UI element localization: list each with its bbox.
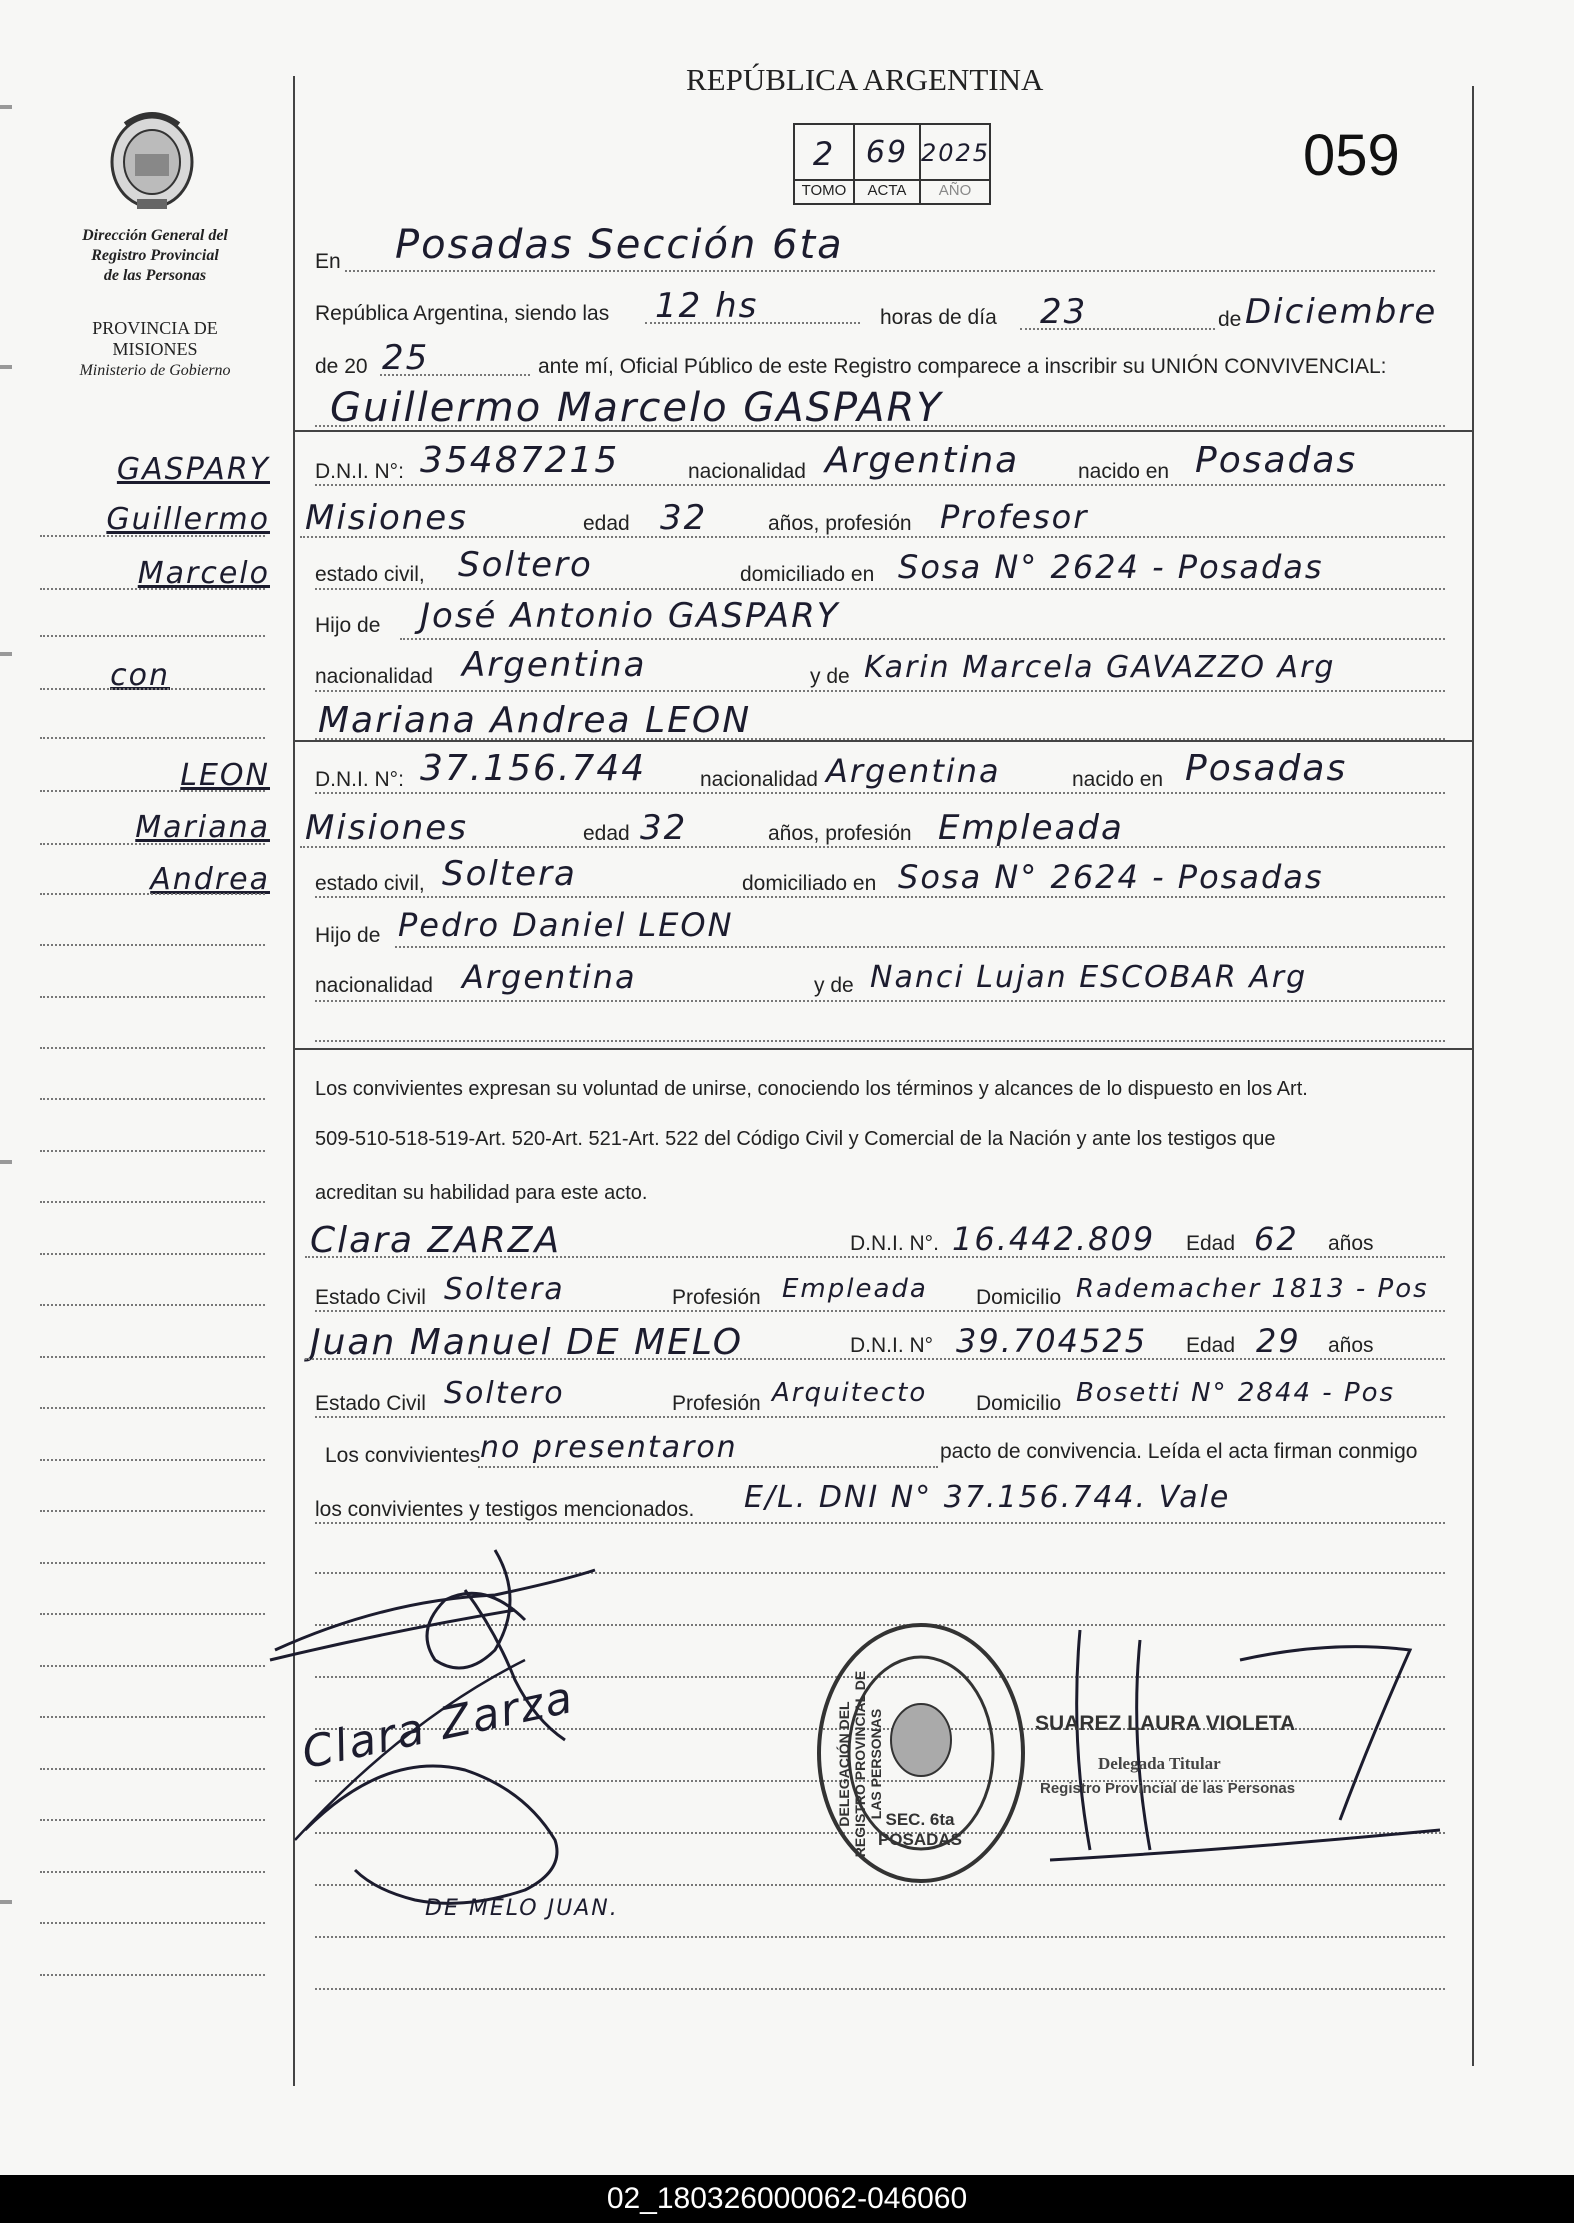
p1-born-value: Posadas (1195, 440, 1358, 481)
sidebar-middlename-1: Marcelo (137, 556, 270, 591)
sidebar-line (40, 535, 265, 537)
declaration-line: Los convivientes expresan su voluntad de unirse, conociendo los términos y alcances de lo dispuesto en los Art. (315, 1078, 1308, 1100)
w1-civil-label: Estado Civil (315, 1286, 426, 1309)
w2-civil-label: Estado Civil (315, 1392, 426, 1415)
sidebar-firstname-1: Guillermo (106, 502, 270, 537)
stamp-ring-text: DELEGACIÓN DEL REGISTRO PROVINCIAL DE LAS PERSONAS (836, 1670, 884, 1858)
de-label: de (1218, 308, 1242, 331)
witness1-name: Clara ZARZA (310, 1220, 562, 1261)
person2-fullname: Mariana Andrea LEON (318, 700, 752, 741)
sidebar-line (40, 1562, 265, 1564)
p1-age-label: edad (583, 512, 630, 535)
p1-civil-label: estado civil, (315, 563, 425, 586)
w1-age-value: 62 (1254, 1220, 1299, 1258)
w1-address-value: Rademacher 1813 - Pos (1076, 1274, 1429, 1304)
sidebar-line (40, 1819, 265, 1821)
pact-label: pacto de convivencia. Leída el acta firman conmigo (940, 1440, 1418, 1463)
p2-father-nat-value: Argentina (462, 958, 637, 996)
ministry-label: Ministerio de Gobierno (79, 362, 231, 379)
official-title: Delegada Titular (1098, 1754, 1221, 1773)
p1-address-label: domiciliado en (740, 563, 875, 586)
acta-value: 69 (865, 135, 909, 170)
p1-father-nat-value: Argentina (462, 645, 647, 685)
witness1-signature: Clara Zarza (297, 1671, 579, 1780)
convivientes-label: Los convivientes (325, 1444, 481, 1467)
p2-dni-value: 37.156.744 (420, 748, 647, 789)
p2-father-nat-label: nacionalidad (315, 974, 433, 997)
official-org: Registro Provincial de las Personas (1040, 1780, 1296, 1797)
w1-civil-value: Soltera (444, 1272, 565, 1307)
sidebar-line (40, 1459, 265, 1461)
w2-age-value: 29 (1256, 1322, 1301, 1360)
p2-dni-label: D.N.I. N°: (315, 768, 404, 791)
year-value: 25 (382, 338, 430, 378)
w1-address-label: Domicilio (976, 1286, 1062, 1309)
year-prefix-label: de 20 (315, 355, 368, 378)
institution-line: Dirección General del (82, 227, 228, 244)
sidebar-line (40, 1922, 265, 1924)
sidebar-line (40, 790, 265, 792)
p1-civil-value: Soltero (458, 545, 593, 585)
sidebar-line (40, 1665, 265, 1667)
p2-father-value: Pedro Daniel LEON (398, 906, 734, 944)
sidebar-line (40, 1253, 265, 1255)
p1-mother-label: y de (810, 665, 850, 688)
sidebar-line (40, 688, 265, 690)
place-value: Posadas Sección 6ta (395, 222, 844, 268)
institution-line: Registro Provincial (91, 247, 219, 264)
p2-profession-value: Empleada (938, 808, 1124, 848)
p1-father-value: José Antonio GASPARY (420, 596, 840, 636)
tomo-label: TOMO (801, 182, 847, 199)
binding-mark (0, 105, 12, 109)
w1-years-label: años (1328, 1232, 1374, 1255)
sidebar-line (40, 1407, 265, 1409)
country-title: REPÚBLICA ARGENTINA (686, 62, 1044, 97)
p1-born-label: nacido en (1078, 460, 1170, 483)
month-value: Diciembre (1245, 292, 1438, 332)
province-label: MISIONES (112, 339, 198, 359)
registry-box (793, 123, 991, 205)
sidebar-line (40, 843, 265, 845)
province-label: PROVINCIA DE (92, 318, 218, 338)
binding-mark (0, 652, 12, 656)
w2-address-value: Bosetti N° 2844 - Pos (1076, 1378, 1396, 1408)
sidebar-line (40, 1150, 265, 1152)
p1-born2-value: Misiones (305, 498, 468, 538)
official-signature-icon (1030, 1620, 1450, 1880)
w2-address-label: Domicilio (976, 1392, 1062, 1415)
p2-mother-value: Nanci Lujan ESCOBAR Arg (870, 960, 1308, 995)
page-number: 059 (1303, 123, 1400, 188)
w1-dni-value: 16.442.809 (952, 1220, 1156, 1258)
hours-label: horas de día (880, 306, 997, 329)
p2-address-value: Sosa N° 2624 - Posadas (898, 858, 1324, 896)
p1-nationality-label: nacionalidad (688, 460, 806, 483)
day-value: 23 (1040, 292, 1088, 332)
sidebar-line (40, 635, 265, 637)
p2-civil-value: Soltera (442, 854, 577, 894)
sidebar-line (40, 944, 265, 946)
sidebar-line (40, 1716, 265, 1718)
p1-father-label: Hijo de (315, 614, 381, 637)
p2-father-label: Hijo de (315, 924, 381, 947)
sidebar-connector: con (110, 658, 170, 693)
w1-age-label: Edad (1186, 1232, 1236, 1255)
mentioned-label: los convivientes y testigos mencionados. (315, 1498, 695, 1521)
p1-mother-value: Karin Marcela GAVAZZO Arg (864, 650, 1336, 685)
w2-profession-label: Profesión (672, 1392, 761, 1415)
p2-nationality-value: Argentina (826, 752, 1001, 790)
sidebar-line (40, 1871, 265, 1873)
frame-right-rule (1472, 86, 1474, 2066)
p2-civil-label: estado civil, (315, 872, 425, 895)
tomo-value: 2 (812, 135, 836, 173)
p1-dni-value: 35487215 (420, 440, 620, 481)
p2-age-label: edad (583, 822, 630, 845)
p2-age-value: 32 (640, 808, 688, 848)
sidebar-line (40, 1510, 265, 1512)
w2-dni-value: 39.704525 (956, 1322, 1148, 1360)
w2-dni-label: D.N.I. N° (850, 1334, 934, 1357)
w2-profession-value: Arquitecto (772, 1378, 928, 1408)
person1-fullname: Guillermo Marcelo GASPARY (330, 385, 943, 431)
sidebar-line (40, 1304, 265, 1306)
declaration-line: acreditan su habilidad para este acto. (315, 1182, 648, 1204)
witness2-signature: DE MELO JUAN. (425, 1896, 619, 1921)
p1-father-nat-label: nacionalidad (315, 665, 433, 688)
republica-label: República Argentina, siendo las (315, 302, 610, 325)
binding-mark (0, 1900, 12, 1904)
p1-age-value: 32 (660, 498, 708, 538)
sidebar-line (40, 1201, 265, 1203)
sidebar-line (40, 893, 265, 895)
sidebar-line (40, 1613, 265, 1615)
sidebar-line (40, 996, 265, 998)
sidebar-line (40, 1356, 265, 1358)
section-divider (293, 1048, 1473, 1050)
binding-mark (0, 365, 12, 369)
document-code-footer: 02_180326000062-046060 (0, 2175, 1574, 2223)
p2-mother-label: y de (814, 974, 854, 997)
sidebar-line (40, 1974, 265, 1976)
closing-note: E/L. DNI N° 37.156.744. Vale (744, 1480, 1231, 1515)
en-label: En (315, 250, 341, 273)
acta-label: ACTA (867, 182, 907, 199)
sidebar-line (40, 737, 265, 739)
official-name: SUAREZ LAURA VIOLETA (1035, 1712, 1296, 1735)
p2-years-label: años, profesión (768, 822, 912, 845)
sidebar-surname-2: LEON (180, 758, 270, 793)
witness2-name: Juan Manuel DE MELO (310, 1322, 744, 1363)
sidebar-line (40, 1768, 265, 1770)
sidebar-line (40, 1098, 265, 1100)
sidebar-surname-1: GASPARY (116, 452, 270, 487)
w2-years-label: años (1328, 1334, 1374, 1357)
sidebar-middlename-2: Andrea (150, 862, 270, 897)
p2-nationality-label: nacionalidad (700, 768, 818, 791)
p1-address-value: Sosa N° 2624 - Posadas (898, 548, 1324, 586)
anio-value: 2025 (921, 139, 991, 167)
stamp-center-text: SEC. 6ta POSADAS (877, 1810, 963, 1849)
p2-born2-value: Misiones (305, 808, 468, 848)
w1-dni-label: D.N.I. N°. (850, 1232, 939, 1255)
ante-text: ante mí, Oficial Público de este Registro comparece a inscribir su UNIÓN CONVIVENCIAL: (538, 355, 1387, 378)
anio-label: AÑO (938, 182, 972, 199)
hours-value: 12 hs (655, 286, 759, 326)
institution-line: de las Personas (103, 267, 207, 284)
p1-years-label: años, profesión (768, 512, 912, 535)
declaration-line: 509-510-518-519-Art. 520-Art. 521-Art. 522 del Código Civil y Comercial de la Nación y ante los testigos que (315, 1128, 1276, 1150)
p1-dni-label: D.N.I. N°: (315, 460, 404, 483)
sidebar-firstname-2: Mariana (135, 810, 270, 845)
binding-mark (0, 1160, 12, 1164)
p2-address-label: domiciliado en (742, 872, 877, 895)
p2-born-value: Posadas (1185, 748, 1348, 789)
p1-profession-value: Profesor (940, 498, 1089, 536)
provincial-coat-of-arms-icon (105, 104, 200, 214)
p1-nationality-value: Argentina (825, 440, 1020, 481)
w1-profession-label: Profesión (672, 1286, 761, 1309)
w2-age-label: Edad (1186, 1334, 1236, 1357)
sidebar-line (40, 588, 265, 590)
pact-value: no presentaron (480, 1430, 738, 1465)
w1-profession-value: Empleada (782, 1274, 928, 1304)
sidebar-line (40, 1047, 265, 1049)
p2-born-label: nacido en (1072, 768, 1164, 791)
w2-civil-value: Soltero (444, 1376, 565, 1411)
